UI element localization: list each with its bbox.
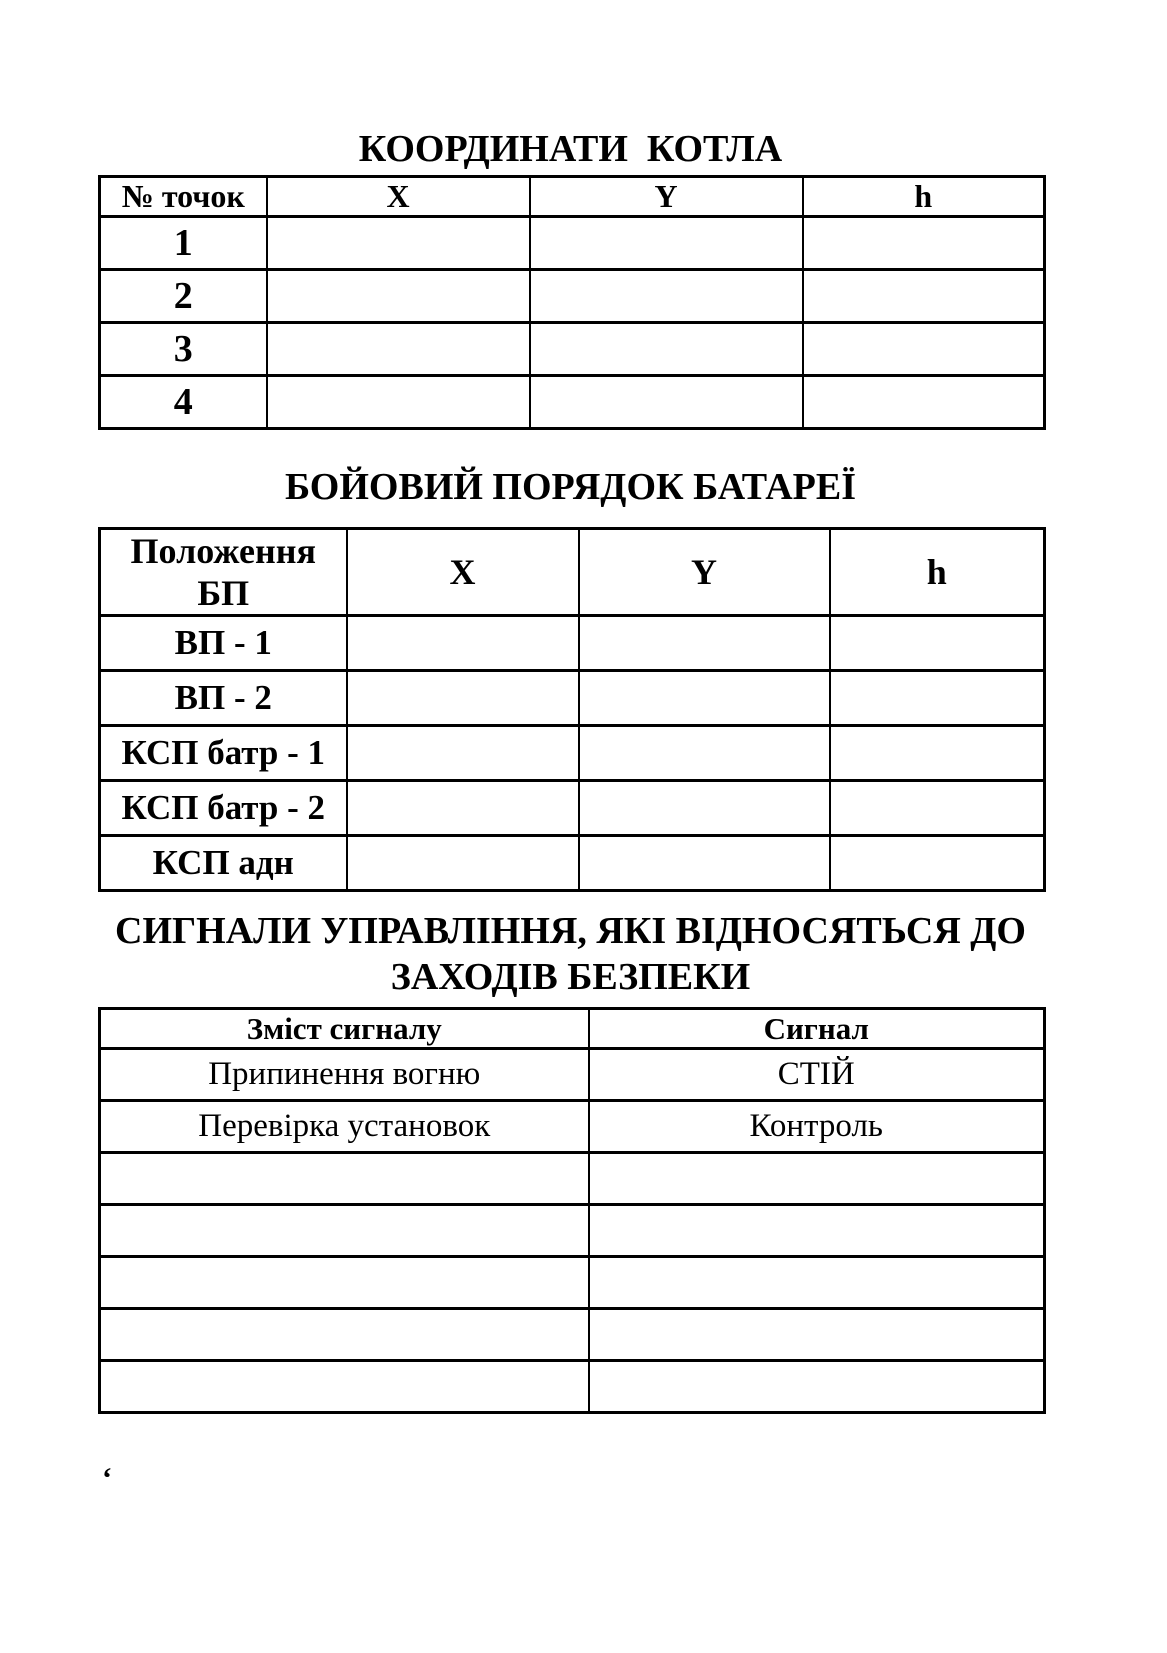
column-header-x: X [267,177,530,217]
table-row [100,1205,1045,1257]
column-header-h: h [830,529,1045,616]
cell-x [347,671,579,726]
cell-y [530,270,803,323]
safety-signals-table [98,1007,1046,1414]
cell-signal [589,1309,1045,1361]
column-header-y: Y [530,177,803,217]
cell-signal-content [100,1257,589,1309]
cell-x [267,270,530,323]
row-label: 3 [100,323,267,376]
row-label: ВП - 1 [100,616,347,671]
header-row [100,177,1045,217]
table-row [100,323,1045,376]
cell-signal [589,1153,1045,1205]
row-label: 2 [100,270,267,323]
row-label: 1 [100,217,267,270]
safety-signals-title-line1: СИГНАЛИ УПРАВЛІННЯ, ЯКІ ВІДНОСЯТЬСЯ ДО [115,910,1026,952]
cell-x [267,376,530,429]
coordinates-table-title: КООРДИНАТИ КОТЛА [358,128,783,170]
cell-y [579,836,830,891]
table-row [100,1257,1045,1309]
safety-signals-title-line2: ЗАХОДІВ БЕЗПЕКИ [390,956,751,999]
table-row [100,1309,1045,1361]
cell-y [579,726,830,781]
cell-signal: Контроль [589,1101,1045,1153]
cell-y [530,376,803,429]
column-header-points: № точок [100,177,267,217]
cell-h [803,323,1045,376]
table-row [100,217,1045,270]
cell-signal-content: Припинення вогню [100,1049,589,1101]
table-row [100,726,1045,781]
table-row [100,781,1045,836]
row-label: 4 [100,376,267,429]
table-row [100,671,1045,726]
cell-y [579,781,830,836]
cell-signal-content [100,1153,589,1205]
cell-signal-content [100,1361,589,1413]
table-row [100,1361,1045,1413]
cell-y [579,671,830,726]
cell-signal [589,1257,1045,1309]
row-label: КСП батр - 1 [100,726,347,781]
table-row [100,616,1045,671]
safety-signals-table-title [98,908,1043,1001]
column-header-h: h [803,177,1045,217]
cell-h [830,836,1045,891]
column-header-signal-content: Зміст сигналу [100,1009,589,1049]
cell-signal [589,1205,1045,1257]
column-header-x: X [347,529,579,616]
table-row [100,1101,1045,1153]
cell-x [267,217,530,270]
column-header-y: Y [579,529,830,616]
cell-signal [589,1361,1045,1413]
row-label: ВП - 2 [100,671,347,726]
cell-y [530,217,803,270]
footer-quote-mark: ‘ [102,1462,112,1495]
cell-signal-content [100,1205,589,1257]
cell-h [830,726,1045,781]
table-row [100,836,1045,891]
cell-signal: СТІЙ [589,1049,1045,1101]
row-label: КСП адн [100,836,347,891]
cell-x [347,781,579,836]
cell-h [830,671,1045,726]
table-row [100,1049,1045,1101]
column-header-signal: Сигнал [589,1009,1045,1049]
header-row [100,529,1045,616]
cell-x [267,323,530,376]
cell-x [347,616,579,671]
cell-h [803,217,1045,270]
cell-h [803,270,1045,323]
battle-order-table [98,527,1046,892]
cell-y [579,616,830,671]
row-label: КСП батр - 2 [100,781,347,836]
coordinates-table [98,175,1046,430]
cell-signal-content [100,1309,589,1361]
cell-x [347,836,579,891]
cell-h [803,376,1045,429]
cell-y [530,323,803,376]
table-row [100,376,1045,429]
cell-h [830,781,1045,836]
cell-signal-content: Перевірка установок [100,1101,589,1153]
cell-h [830,616,1045,671]
cell-x [347,726,579,781]
column-header-position: Положення БП [100,529,347,616]
table-row [100,1153,1045,1205]
battle-order-table-title: БОЙОВИЙ ПОРЯДОК БАТАРЕЇ [284,466,857,508]
header-row [100,1009,1045,1049]
table-row [100,270,1045,323]
